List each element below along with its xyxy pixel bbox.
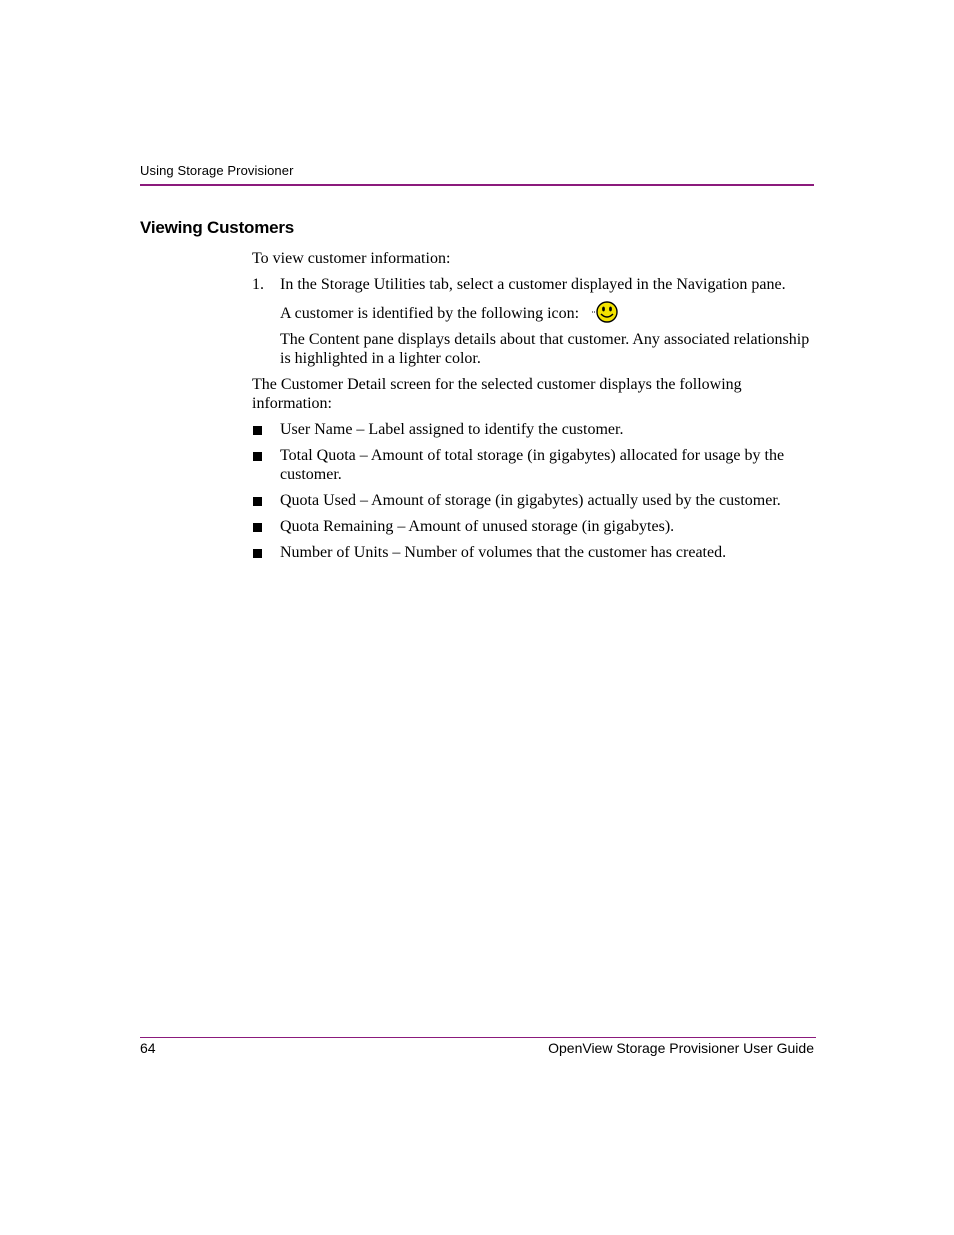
- detail-list: [252, 420, 817, 562]
- intro-text: To view customer information:: [252, 250, 451, 267]
- footer-rule: [140, 1037, 816, 1038]
- list-item-text: User Name – Label assigned to identify the customer.: [280, 421, 624, 438]
- list-item: [252, 420, 817, 439]
- list-item-text: Quota Used – Amount of storage (in gigabytes) actually used by the customer.: [280, 492, 781, 509]
- bullet-square-icon: [253, 497, 262, 506]
- page-number: 64: [140, 1040, 156, 1056]
- step-1: [252, 275, 817, 294]
- list-item-text: Number of Units – Number of volumes that the customer has created.: [280, 544, 727, 561]
- step-1-content-line: The Content pane displays details about that customer. Any associated relationship is highlighted in a lighter color.: [280, 331, 810, 367]
- list-item-text: Total Quota – Amount of total storage (in gigabytes) allocated for usage by the customer.: [280, 447, 785, 483]
- section-title: Viewing Customers: [140, 218, 295, 237]
- detail-intro-text: The Customer Detail screen for the selected customer displays the following information:: [252, 376, 742, 412]
- step-number: 1.: [252, 276, 264, 293]
- list-item: [252, 543, 817, 562]
- icon-line-text: A customer is identified by the following icon:: [280, 305, 580, 322]
- body-content: [252, 249, 817, 569]
- step-text: In the Storage Utilities tab, select a customer displayed in the Navigation pane.: [280, 276, 786, 293]
- header-rule: [140, 184, 814, 186]
- bullet-square-icon: [253, 523, 262, 532]
- list-item: [252, 446, 817, 484]
- step-1-icon-line: [252, 301, 817, 323]
- list-item-text: Quota Remaining – Amount of unused storage (in gigabytes).: [280, 518, 675, 535]
- running-header: Using Storage Provisioner: [140, 163, 294, 178]
- list-item: [252, 491, 817, 510]
- smiley-face-icon: [591, 301, 619, 323]
- bullet-square-icon: [253, 426, 262, 435]
- list-item: [252, 517, 817, 536]
- bullet-square-icon: [253, 452, 262, 461]
- footer-guide-title: OpenView Storage Provisioner User Guide: [548, 1040, 814, 1056]
- bullet-square-icon: [253, 549, 262, 558]
